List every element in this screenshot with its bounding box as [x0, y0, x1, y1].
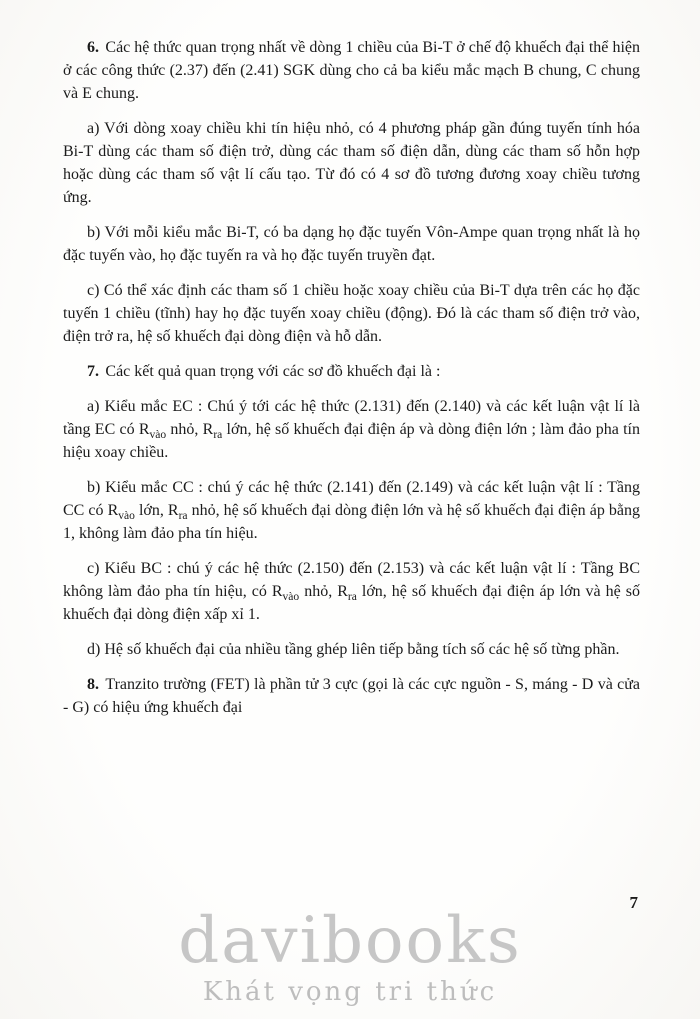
paragraph-number: 8. — [87, 676, 99, 693]
paragraph-6 — [63, 36, 640, 105]
watermark-brand: davibooks — [178, 903, 522, 978]
paragraph-text: c) Có thể xác định các tham số 1 chiều hoặc xoay chiều của Bi-T dựa trên các họ đặc tuyến 1 chiều (tĩnh) hay họ đặc tuyến xoay chiều (động). Đó là các tham số điện trở vào, điện trở ra, hệ số khuếch đại dòng điện và hỗ dẫn. — [63, 282, 640, 345]
paragraph-text: a) Với dòng xoay chiều khi tín hiệu nhỏ, có 4 phương pháp gần đúng tuyến tính hóa Bi-T dùng các tham số điện trở, dùng các tham số điện dẫn, dùng các tham số hỗn hợp hoặc dùng các tham số vật lí cấu tạo. Từ đó có 4 sơ đồ tương đương xoay chiều tương ứng. — [63, 120, 640, 206]
paragraph-6c — [63, 279, 640, 348]
paragraph-text: Các kết quả quan trọng với các sơ đồ khuếch đại là : — [105, 363, 441, 380]
paragraph-7d — [63, 638, 640, 661]
paragraph-6a — [63, 117, 640, 209]
paragraph-text: Tranzito trường (FET) là phần tử 3 cực (gọi là các cực nguồn - S, máng - D và cửa - G) có hiệu ứng khuếch đại — [63, 676, 640, 716]
text-column — [63, 36, 640, 731]
watermark — [0, 903, 700, 1007]
paragraph-7a — [63, 395, 640, 464]
paragraph-number: 7. — [87, 363, 99, 380]
watermark-tagline: Khát vọng tri thức — [202, 977, 498, 1007]
paragraph-6b — [63, 221, 640, 267]
paragraph-text: Các hệ thức quan trọng nhất về dòng 1 chiều của Bi-T ở chế độ khuếch đại thể hiện ở các công thức (2.37) đến (2.41) SGK dùng cho cả ba kiểu mắc mạch B chung, C chung và E chung. — [63, 39, 640, 102]
page-number: 7 — [629, 893, 638, 912]
paragraph-text: c) Kiểu BC : chú ý các hệ thức (2.150) đến (2.153) và các kết luận vật lí : Tầng BC không làm đảo pha tín hiệu, có $R_{vào}$ nhỏ, $R_{ra}$ lớn, hệ số khuếch đại điện áp lớn và hệ số khuếch đại dòng điện xấp xỉ 1. — [63, 560, 641, 623]
paragraph-text: a) Kiểu mắc EC : Chú ý tới các hệ thức (2.131) đến (2.140) và các kết luận vật lí là tầng EC có $R_{vào}$ nhỏ, $R_{ra}$ lớn, hệ số khuếch đại điện áp và dòng điện lớn ; làm đảo pha tín hiệu xoay chiều. — [63, 398, 640, 461]
paragraph-7c — [63, 557, 640, 626]
paragraph-7 — [63, 360, 640, 383]
paragraph-7b — [63, 476, 640, 545]
paragraph-text: b) Kiểu mắc CC : chú ý các hệ thức (2.141) đến (2.149) và các kết luận vật lí : Tầng CC có $R_{vào}$ lớn, $R_{ra}$ nhỏ, hệ số khuếch đại dòng điện lớn và hệ số khuếch đại điện áp bằng 1, không làm đảo pha tín hiệu. — [63, 479, 640, 542]
paragraph-number: 6. — [87, 39, 99, 56]
paragraph-text: b) Với mỗi kiểu mắc Bi-T, có ba dạng họ đặc tuyến Vôn-Ampe quan trọng nhất là họ đặc tuyến vào, họ đặc tuyến ra và họ đặc tuyến truyền đạt. — [63, 224, 640, 264]
paragraph-text: d) Hệ số khuếch đại của nhiều tầng ghép liên tiếp bằng tích số các hệ số từng phần. — [87, 641, 620, 658]
paragraph-8 — [63, 673, 640, 719]
